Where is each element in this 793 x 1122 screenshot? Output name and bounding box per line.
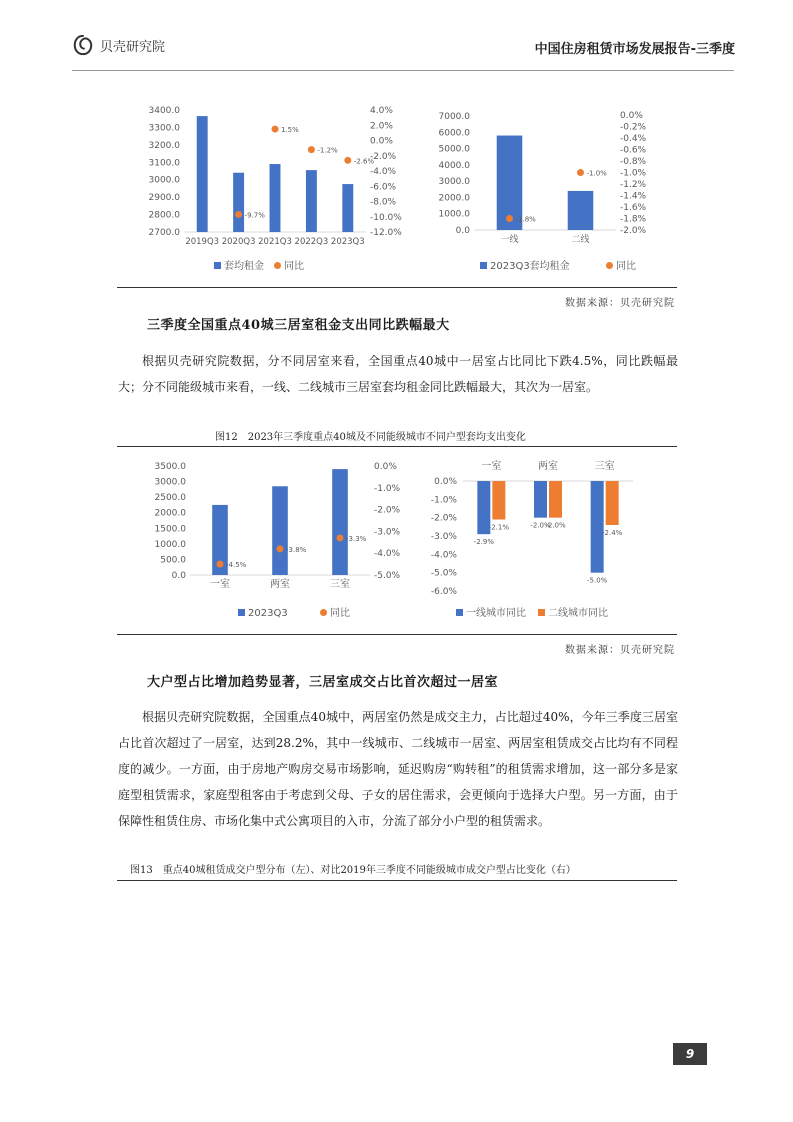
yoy-point xyxy=(217,561,224,568)
y-tick-label: 3200.0 xyxy=(148,140,180,151)
y2-tick-label: -1.0% xyxy=(374,483,401,494)
y2-tick-label: -2.0% xyxy=(374,505,401,516)
y2-tick-label: -0.4% xyxy=(620,134,647,144)
legend-swatch xyxy=(214,262,221,269)
legend-swatch xyxy=(320,609,327,616)
y-tick-label: 3000.0 xyxy=(438,177,470,188)
y2-tick-label: -0.6% xyxy=(620,145,647,156)
y-tick-label: 2500.0 xyxy=(154,493,186,504)
x-tick-label: 2022Q3 xyxy=(294,237,329,247)
chart-rent-trend xyxy=(149,106,403,272)
y-tick-label: 7000.0 xyxy=(438,112,470,122)
y2-tick-label: -4.0% xyxy=(374,549,401,560)
y-tick-label: 1000.0 xyxy=(438,209,470,220)
y-tick-label: 3000.0 xyxy=(148,175,180,186)
y-tick-label: 2900.0 xyxy=(148,193,180,204)
x-tick-label: 一室 xyxy=(481,461,502,472)
y2-tick-label: -1.2% xyxy=(620,180,647,190)
bar xyxy=(197,116,208,232)
x-tick-label: 一线 xyxy=(500,235,519,245)
brand-logo xyxy=(72,34,165,56)
data-label: 1.5% xyxy=(281,126,299,135)
data-label: -2.0% xyxy=(530,521,551,530)
y2-tick-label: -3.0% xyxy=(374,527,401,538)
legend-label: 同比 xyxy=(284,261,304,272)
data-label: -2.6% xyxy=(353,157,375,166)
data-label: -3.8% xyxy=(286,545,307,554)
x-tick-label: 2021Q3 xyxy=(258,237,292,247)
legend-swatch xyxy=(480,262,487,269)
data-label: -9.7% xyxy=(244,211,265,220)
data-label: -5.0% xyxy=(587,576,608,585)
bar xyxy=(591,481,604,573)
figure13-caption: 图13 重点40城租赁成交户型分布（左）、对比2019年三季度不同能级城市成交户型占比变化（右） xyxy=(130,865,576,876)
data-label: -3.3% xyxy=(346,534,367,543)
section2-text: 根据贝壳研究院数据，全国重点40城中，两居室仍然是成交主力，占比超过40%，今年三季度三居室占比首次超过了一居室，达到28.2%，其中一线城市、二线城市一居室、两居室租赁成交占比均有不同程度的减少。一方面，由于房地产购房交易市场影响，延迟购房“购转租”的租赁需求增加，这一部分多是家庭型租赁需求，家庭型租客由于考虑到父母、子女的居住需求，会更倾向于选择大户型。另一方面，由于保障性租赁住房、市场化集中式公寓项目的入市，分流了部分小户型的租赁需求。 xyxy=(118,710,678,828)
data-label: -1.8% xyxy=(515,215,536,224)
chart-rent-by-room xyxy=(155,462,401,619)
source-note-1: 数据来源：贝壳研究院 xyxy=(565,298,675,309)
figure12-charts xyxy=(118,452,678,632)
data-label: -1.0% xyxy=(586,169,607,178)
bar xyxy=(332,469,348,575)
data-label: -2.9% xyxy=(473,538,494,547)
y-tick-label: -5.0% xyxy=(430,568,457,579)
y-tick-label: 0.0% xyxy=(434,477,457,487)
y-tick-label: 2800.0 xyxy=(148,210,180,221)
y2-tick-label: 0.0% xyxy=(620,111,643,121)
section1-heading: 三季度全国重点40城三居室租金支出同比跌幅最大 xyxy=(147,318,450,333)
y2-tick-label: -0.8% xyxy=(620,157,647,167)
y-tick-label: 3500.0 xyxy=(154,462,186,472)
data-label: -2.1% xyxy=(488,523,509,532)
x-tick-label: 2020Q3 xyxy=(221,237,256,247)
y-tick-label: 3000.0 xyxy=(154,477,186,488)
y-tick-label: -1.0% xyxy=(430,495,457,506)
legend-swatch xyxy=(238,609,245,616)
source-note-2: 数据来源：贝壳研究院 xyxy=(565,645,675,656)
page-number: 9 xyxy=(673,1043,707,1065)
y2-tick-label: -1.8% xyxy=(620,214,647,225)
x-tick-label: 两室 xyxy=(270,579,290,590)
legend-swatch xyxy=(274,262,281,269)
legend-label: 二线城市同比 xyxy=(548,608,608,619)
legend-label: 同比 xyxy=(330,608,350,619)
y-tick-label: -2.0% xyxy=(430,513,457,524)
data-label: -4.5% xyxy=(226,561,247,570)
chart-yoy-by-room-tier xyxy=(431,460,633,619)
y-tick-label: 2700.0 xyxy=(148,228,180,238)
bar xyxy=(342,184,353,232)
y2-tick-label: 0.0% xyxy=(374,462,397,472)
section2-heading: 大户型占比增加趋势显著，三居室成交占比首次超过一居室 xyxy=(147,675,499,690)
chart-rent-by-tier xyxy=(439,111,647,272)
x-tick-label: 二线 xyxy=(571,235,590,245)
y2-tick-label: -0.2% xyxy=(620,122,647,133)
y2-tick-label: -2.0% xyxy=(620,226,647,236)
legend-swatch xyxy=(538,609,545,616)
y-tick-label: 0.0 xyxy=(171,571,186,581)
x-tick-label: 2023Q3 xyxy=(330,237,365,247)
section1-text: 根据贝壳研究院数据，分不同居室来看，全国重点40城中一居室占比同比下跌4.5%，同比跌幅最大；分不同能级城市来看，一线、二线城市三居室套均租金同比跌幅最大，其次为一居室。 xyxy=(118,354,678,394)
legend-label: 同比 xyxy=(616,261,636,272)
document-title: 中国住房租赁市场发展报告-三季度 xyxy=(534,42,735,57)
y2-tick-label: -8.0% xyxy=(370,197,397,208)
y-tick-label: 1500.0 xyxy=(154,524,186,535)
y-tick-label: -4.0% xyxy=(430,550,457,561)
yoy-point xyxy=(337,534,344,541)
y2-tick-label: -1.4% xyxy=(620,191,647,202)
bar xyxy=(606,481,619,525)
y-tick-label: 3300.0 xyxy=(148,123,180,134)
y2-tick-label: -6.0% xyxy=(370,182,397,193)
bar xyxy=(233,173,244,232)
y2-tick-label: -2.0% xyxy=(370,151,397,162)
figure11-bottom-rule xyxy=(117,287,677,288)
y-tick-label: 2000.0 xyxy=(438,193,470,204)
yoy-point xyxy=(277,545,284,552)
bar xyxy=(534,481,547,518)
yoy-point xyxy=(272,126,279,133)
legend-swatch xyxy=(456,609,463,616)
y-tick-label: 4000.0 xyxy=(438,160,470,171)
y-tick-label: 500.0 xyxy=(160,555,186,566)
bar xyxy=(272,486,288,575)
figure12-top-rule xyxy=(117,446,677,447)
legend-swatch xyxy=(606,262,613,269)
x-tick-label: 两室 xyxy=(538,461,558,472)
y-tick-label: 0.0 xyxy=(455,226,470,236)
bar xyxy=(568,191,594,230)
x-tick-label: 2019Q3 xyxy=(185,237,220,247)
yoy-point xyxy=(235,211,242,218)
shell-logo-icon xyxy=(72,34,94,56)
data-label: -2.0% xyxy=(545,521,566,530)
yoy-point xyxy=(344,157,351,164)
yoy-point xyxy=(308,146,315,153)
section2-paragraph xyxy=(118,704,678,834)
bar xyxy=(306,170,317,232)
y2-tick-label: -12.0% xyxy=(370,228,402,238)
y2-tick-label: -10.0% xyxy=(370,212,402,223)
x-tick-label: 三室 xyxy=(594,461,615,472)
y-tick-label: 3100.0 xyxy=(148,158,180,169)
y2-tick-label: 2.0% xyxy=(370,121,393,132)
figure11-charts xyxy=(118,100,678,285)
y2-tick-label: -5.0% xyxy=(374,571,401,581)
x-tick-label: 三室 xyxy=(330,579,350,590)
y-tick-label: 6000.0 xyxy=(438,128,470,139)
x-tick-label: 一室 xyxy=(210,579,230,590)
y-tick-label: 1000.0 xyxy=(154,539,186,550)
bar xyxy=(270,164,281,232)
legend-label: 一线城市同比 xyxy=(466,608,526,619)
yoy-point xyxy=(506,215,513,222)
bar xyxy=(492,481,505,520)
bar xyxy=(549,481,562,518)
figure12-bottom-rule xyxy=(117,634,677,635)
legend-label: 2023Q3套均租金 xyxy=(490,261,570,272)
data-label: -2.4% xyxy=(602,529,623,537)
y2-tick-label: -1.6% xyxy=(620,203,647,213)
y-tick-label: -3.0% xyxy=(430,532,457,542)
section1-paragraph xyxy=(118,348,678,400)
y-tick-label: 5000.0 xyxy=(438,144,470,155)
figure13-top-rule xyxy=(117,880,677,881)
legend-label: 2023Q3 xyxy=(248,608,288,619)
figure12-caption: 图12 2023年三季度重点40城及不同能级城市不同户型套均支出变化 xyxy=(215,432,526,443)
y2-tick-label: 0.0% xyxy=(370,136,393,147)
y2-tick-label: -4.0% xyxy=(370,167,397,177)
y-tick-label: -6.0% xyxy=(430,587,457,597)
header-divider xyxy=(72,70,734,71)
logo-text: 贝壳研究院 xyxy=(100,39,166,55)
y-tick-label: 3400.0 xyxy=(148,106,180,116)
data-label: -1.2% xyxy=(317,146,338,155)
y2-tick-label: -1.0% xyxy=(620,168,647,179)
y-tick-label: 2000.0 xyxy=(154,508,186,519)
y2-tick-label: 4.0% xyxy=(370,106,393,116)
legend-label: 套均租金 xyxy=(224,261,264,272)
yoy-point xyxy=(577,169,584,176)
